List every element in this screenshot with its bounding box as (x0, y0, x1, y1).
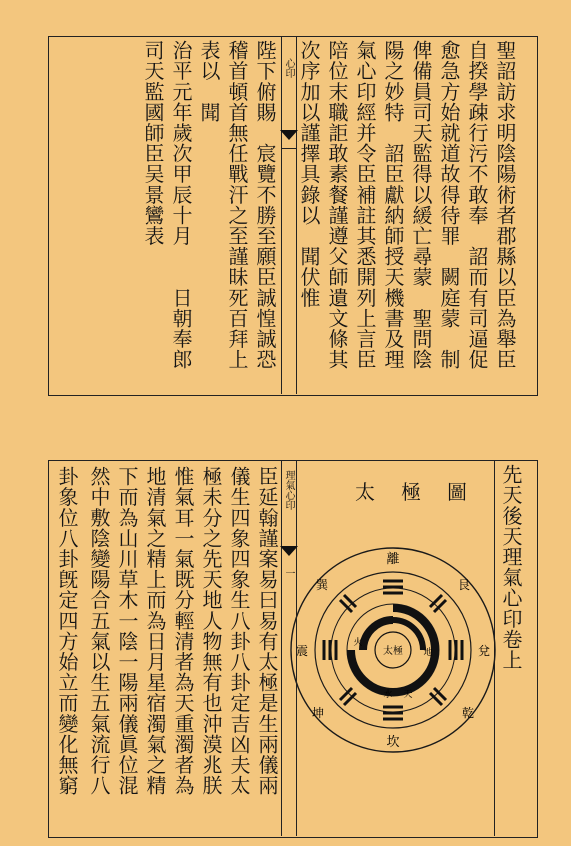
bottom-page (0, 440, 571, 846)
text-column: 卦象位八卦旣定四方始立而變化無窮 (55, 466, 79, 796)
fish-tail-mark (280, 130, 298, 140)
diagram-outer-label: 兌 (477, 644, 491, 658)
diagram-outer-label: 離 (386, 552, 400, 567)
diagram-outer-label: 震 (295, 644, 309, 658)
text-column: 次序加以謹擇具錄以 聞伏惟 (297, 40, 321, 308)
band-label: 心印 (283, 58, 294, 78)
diagram-title: 太極圖 (355, 480, 493, 504)
band-line-left (281, 460, 282, 836)
text-column: 氣心印經并令臣補註其悉開列上言臣 (353, 40, 377, 370)
text-column: 陛下俯賜 宸覽不勝至願臣誠惶誠恐 (253, 40, 277, 370)
band-page-number: 一 (283, 568, 294, 578)
text-column: 地清氣之精上而為日月星宿濁氣之精 (143, 466, 167, 796)
text-column: 自揆學疎行污不敢奉 詔而有司逼促 (465, 40, 489, 370)
diagram-outer-label: 巽 (315, 578, 329, 592)
text-column: 愈急方始就道故得待罪 闕庭蒙 制 (437, 40, 461, 370)
text-column: 儀生四象四象生八卦八卦定吉凶夫太 (227, 466, 251, 796)
text-column: 聖詔訪求明陰陽術者郡縣以臣為舉臣 (493, 40, 517, 370)
diagram-outer-label: 坎 (386, 735, 400, 750)
text-column: 稽首頓首無任戰汗之至謹昧死百拜上 (225, 40, 249, 370)
diagram-center-label: 太極 (383, 646, 403, 657)
top-page (0, 0, 571, 420)
diagram-outer-label: 坤 (311, 706, 325, 720)
band-mark (282, 148, 296, 149)
band-line-right (296, 460, 297, 836)
diagram-inner-label: 水 (383, 690, 393, 700)
text-column: 陪位末職詎敢素餐謹遵父師遺文條其 (325, 40, 349, 370)
text-column: 陽之妙特 詔臣獻納師授天機書及理 (381, 40, 405, 370)
text-column: 下而為山川草木一陰一陽兩儀眞位混 (115, 466, 139, 796)
diagram-outer-label: 艮 (457, 578, 471, 592)
taiji-diagram (288, 545, 498, 755)
diagram-inner-label: 天 (403, 690, 413, 700)
diagram-inner-label: 地 (423, 648, 433, 658)
diagram-inner-label: 火 (353, 638, 363, 648)
band-line-right (296, 36, 297, 394)
text-column: 極未分之先天地人物無有也沖漠兆朕 (199, 466, 223, 796)
text-column: 臣延翰謹案易曰易有太極是生兩儀兩 (255, 466, 279, 796)
text-column: 然中敷陰變陽合五氣以生五氣流行八 (87, 466, 111, 796)
text-column: 惟氣耳一氣既分輕清者為天重濁者為 (171, 466, 195, 796)
text-column: 表以 聞 (197, 40, 221, 123)
text-column: 治平元年歲次甲辰十月 日朝奉郎 (169, 40, 193, 370)
text-column: 俾備員司天監得以緩亡尋蒙 聖問陰 (409, 40, 433, 370)
band-label: 理氣心印 (283, 470, 294, 510)
band-line-left (281, 36, 282, 394)
text-column: 司天監國師臣吴景鸞表 (141, 40, 165, 246)
fish-tail-mark (280, 546, 298, 556)
book-title: 先天後天理氣心印卷上 (499, 464, 523, 670)
diagram-outer-label: 乾 (461, 706, 475, 720)
